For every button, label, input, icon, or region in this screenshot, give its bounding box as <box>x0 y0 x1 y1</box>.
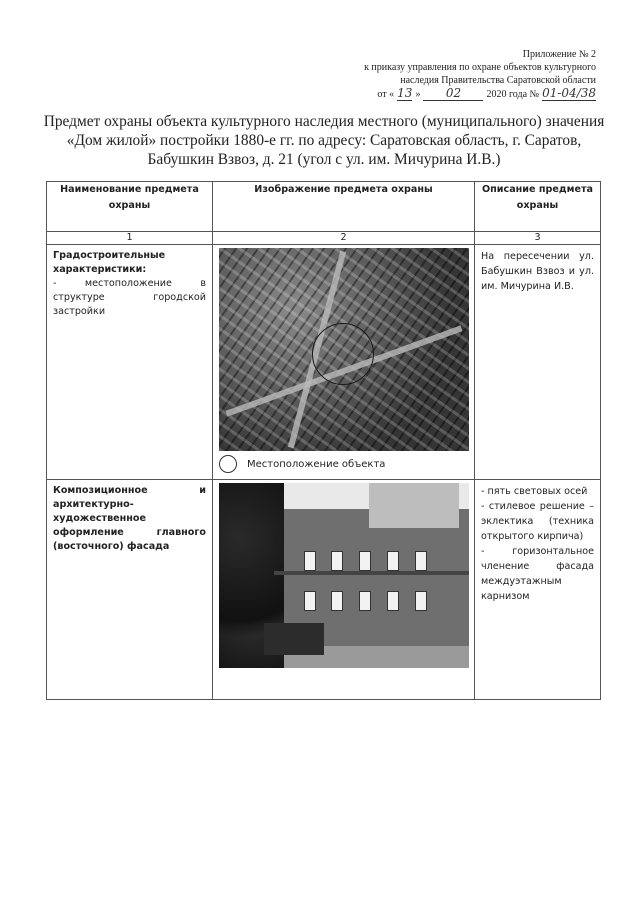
column-number: 2 <box>213 232 475 245</box>
order-sep: » <box>415 89 421 100</box>
appendix-header <box>296 48 596 101</box>
table-row <box>47 480 601 700</box>
description-item: - пять световых осей <box>481 486 588 497</box>
order-from: от « <box>377 89 395 100</box>
order-month: 02 <box>423 87 483 101</box>
order-number: 01-04/38 <box>542 86 596 100</box>
facade-photo <box>219 483 469 668</box>
row-description: На пересечении ул. Бабушкин Взвоз и ул. им. Мичурина И.В. <box>481 251 594 292</box>
order-year: 2020 года № <box>486 89 540 100</box>
order-line <box>296 87 596 101</box>
row-name-cell <box>47 480 213 700</box>
header-description: Описание предмета охраны <box>475 182 601 232</box>
column-number: 1 <box>47 232 213 245</box>
table-row <box>47 245 601 480</box>
circle-marker-icon <box>219 455 237 473</box>
row-name-rest: - местоположение в структуре городской застройки <box>53 278 206 317</box>
aerial-map-image <box>219 248 469 451</box>
description-item: - стилевое решение – эклектика (техника открытого кирпича) <box>481 501 594 542</box>
row-name-cell <box>47 245 213 480</box>
appendix-line2: к приказу управления по охране объектов культурного <box>364 62 596 73</box>
table-header-row <box>47 182 601 232</box>
row-image-cell <box>213 245 475 480</box>
location-circle <box>312 323 374 385</box>
row-description-cell <box>475 245 601 480</box>
appendix-line1: Приложение № 2 <box>522 49 596 60</box>
row-description-cell <box>475 480 601 700</box>
order-day: 13 <box>397 86 413 100</box>
protection-table <box>46 181 601 700</box>
map-legend <box>219 455 468 473</box>
appendix-line3: наследия Правительства Саратовской области <box>400 75 596 86</box>
row-name-bold: Градостроительные характеристики: <box>53 250 166 275</box>
document-title: Предмет охраны объекта культурного наследия местного (муниципального) значения «Дом жилой» постройки 1880-е гг. по адресу: Саратовская область, г. Саратов, Бабушкин Взвоз, д. 21 (угол с ул. им. Мичурина И.В.) <box>43 113 605 168</box>
header-name: Наименование предмета охраны <box>47 182 213 232</box>
legend-label: Местоположение объекта <box>247 458 386 470</box>
description-item: - горизонтальное членение фасада междуэтажным карнизом <box>481 546 594 602</box>
column-number: 3 <box>475 232 601 245</box>
row-name-bold: Композиционное и архитектурно-художественное оформление главного (восточного) фасада <box>53 485 206 552</box>
row-image-cell <box>213 480 475 700</box>
header-image: Изображение предмета охраны <box>213 182 475 232</box>
table-number-row <box>47 232 601 245</box>
